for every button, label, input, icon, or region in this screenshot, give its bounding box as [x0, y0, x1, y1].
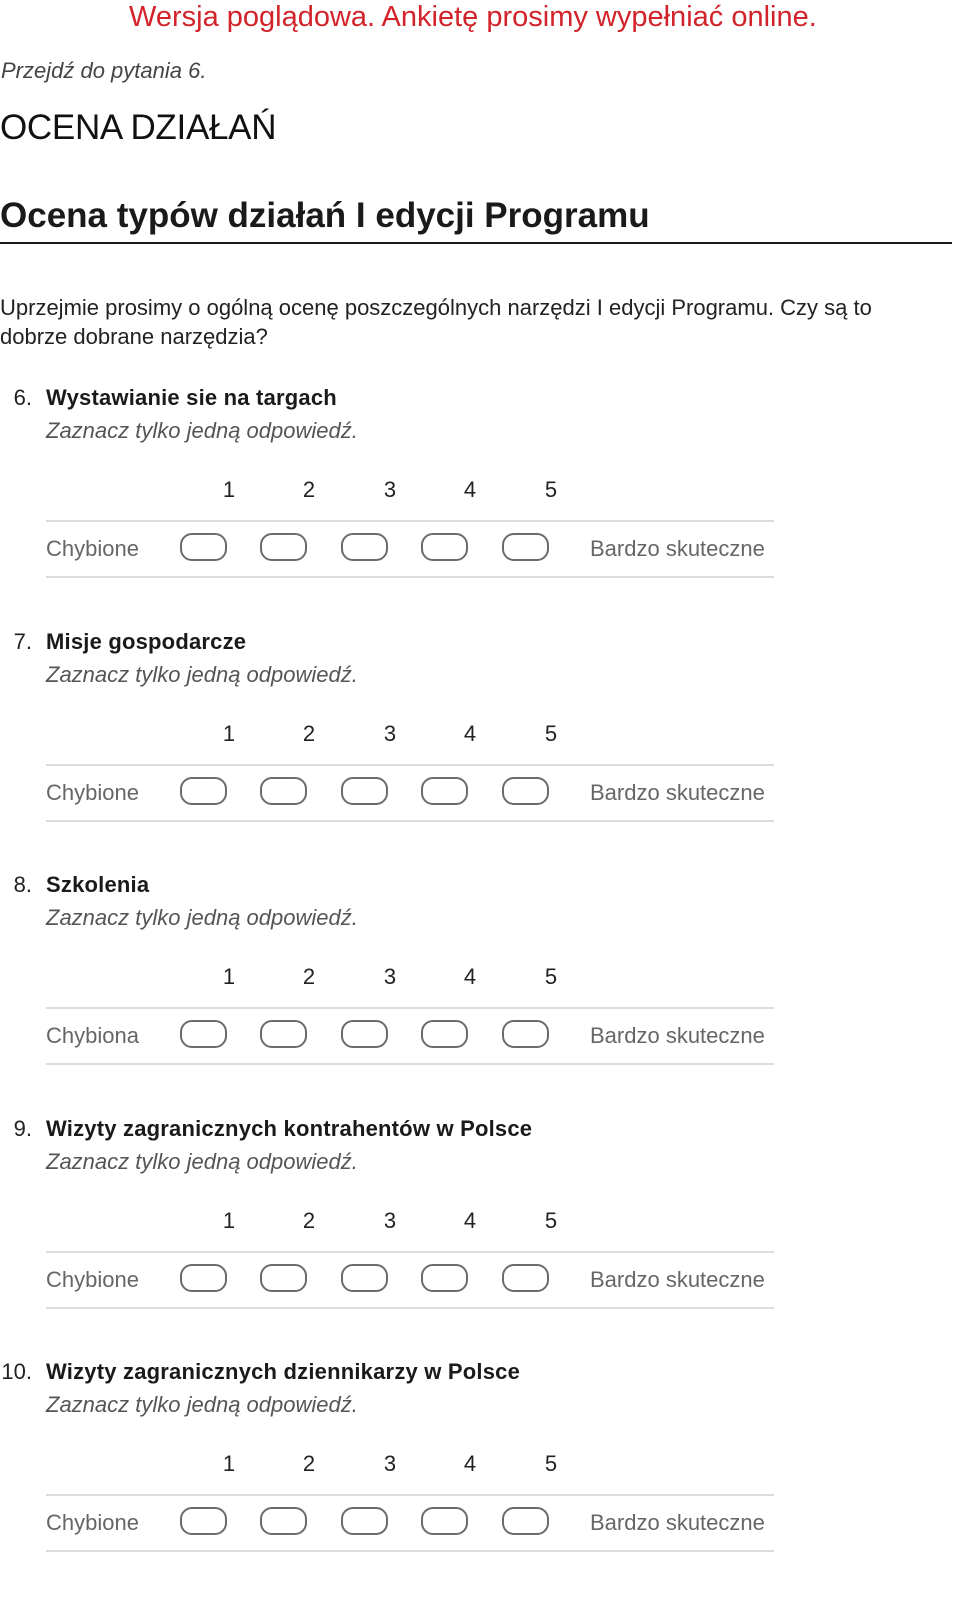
rating-option-1[interactable]	[180, 1264, 227, 1292]
scale-value-label: 2	[302, 721, 316, 746]
rating-option-3[interactable]	[341, 777, 388, 805]
scale-value-label: 2	[302, 964, 316, 989]
rating-scale	[46, 1208, 774, 1316]
question-hint: Zaznacz tylko jedną odpowiedź.	[46, 1392, 358, 1417]
scale-value-label: 1	[222, 1208, 236, 1233]
scale-value-label: 5	[544, 964, 558, 989]
rating-option-1[interactable]	[180, 1507, 227, 1535]
scale-value-label: 5	[544, 477, 558, 502]
jump-to-question-link[interactable]: Przejdź do pytania 6.	[1, 58, 207, 83]
rating-row	[46, 520, 774, 578]
question-number: 7.	[13, 629, 32, 654]
rating-option-5[interactable]	[502, 1264, 549, 1292]
scale-value-label: 1	[222, 477, 236, 502]
scale-value-label: 4	[463, 1208, 477, 1233]
question-number: 9.	[13, 1116, 32, 1141]
scale-low-label: Chybione	[46, 780, 139, 805]
rating-option-2[interactable]	[260, 1507, 307, 1535]
scale-low-label: Chybione	[46, 1510, 139, 1535]
scale-value-label: 3	[383, 1208, 397, 1233]
rating-option-3[interactable]	[341, 1264, 388, 1292]
scale-value-label: 3	[383, 964, 397, 989]
rating-option-3[interactable]	[341, 1507, 388, 1535]
rating-option-3[interactable]	[341, 1020, 388, 1048]
rating-option-2[interactable]	[260, 777, 307, 805]
question-title: Wizyty zagranicznych dziennikarzy w Polsce	[46, 1359, 521, 1384]
rating-row	[46, 1007, 774, 1065]
question-title: Wizyty zagranicznych kontrahentów w Polsce	[46, 1116, 533, 1141]
rating-option-5[interactable]	[502, 1507, 549, 1535]
question-number: 8.	[13, 872, 32, 897]
question-title: Wystawianie sie na targach	[46, 385, 337, 410]
question-block	[0, 872, 960, 1112]
scale-value-label: 4	[463, 477, 477, 502]
rating-option-2[interactable]	[260, 533, 307, 561]
scale-value-label: 4	[463, 721, 477, 746]
scale-value-label: 3	[383, 477, 397, 502]
question-hint: Zaznacz tylko jedną odpowiedź.	[46, 905, 358, 930]
rating-scale	[46, 721, 774, 829]
scale-high-label: Bardzo skuteczne	[590, 1267, 765, 1292]
question-block	[0, 385, 960, 625]
scale-value-label: 4	[463, 1451, 477, 1476]
scale-high-label: Bardzo skuteczne	[590, 780, 765, 805]
rating-option-4[interactable]	[421, 777, 468, 805]
scale-high-label: Bardzo skuteczne	[590, 1510, 765, 1535]
question-number: 10.	[1, 1359, 32, 1384]
question-hint: Zaznacz tylko jedną odpowiedź.	[46, 662, 358, 687]
rating-option-5[interactable]	[502, 777, 549, 805]
question-block	[0, 1116, 960, 1356]
scale-value-label: 1	[222, 721, 236, 746]
rating-option-4[interactable]	[421, 1264, 468, 1292]
scale-value-label: 2	[302, 1208, 316, 1233]
rating-option-4[interactable]	[421, 1020, 468, 1048]
scale-low-label: Chybione	[46, 1267, 139, 1292]
scale-value-label: 1	[222, 964, 236, 989]
rating-row	[46, 764, 774, 822]
rating-scale	[46, 964, 774, 1072]
scale-low-label: Chybione	[46, 536, 139, 561]
page-title: Ocena typów działań I edycji Programu	[0, 196, 952, 244]
scale-low-label: Chybiona	[46, 1023, 139, 1048]
scale-value-label: 5	[544, 721, 558, 746]
question-block	[0, 629, 960, 869]
question-title: Misje gospodarcze	[46, 629, 247, 654]
rating-option-4[interactable]	[421, 1507, 468, 1535]
question-number: 6.	[13, 385, 32, 410]
scale-value-label: 3	[383, 1451, 397, 1476]
section-description: Uprzejmie prosimy o ogólną ocenę poszczególnych narzędzi I edycji Programu. Czy są to dobrze dobrane narzędzia?	[0, 295, 872, 349]
scale-value-label: 5	[544, 1451, 558, 1476]
rating-option-1[interactable]	[180, 533, 227, 561]
scale-value-label: 2	[302, 477, 316, 502]
rating-scale	[46, 1451, 774, 1559]
preview-notice: Wersja poglądowa. Ankietę prosimy wypełniać online.	[129, 1, 817, 33]
rating-option-1[interactable]	[180, 1020, 227, 1048]
question-hint: Zaznacz tylko jedną odpowiedź.	[46, 418, 358, 443]
question-block	[0, 1359, 960, 1599]
scale-value-label: 1	[222, 1451, 236, 1476]
rating-option-1[interactable]	[180, 777, 227, 805]
scale-high-label: Bardzo skuteczne	[590, 1023, 765, 1048]
scale-high-label: Bardzo skuteczne	[590, 536, 765, 561]
section-title: OCENA DZIAŁAŃ	[0, 108, 277, 147]
rating-option-2[interactable]	[260, 1264, 307, 1292]
scale-value-label: 5	[544, 1208, 558, 1233]
rating-scale	[46, 477, 774, 585]
rating-option-5[interactable]	[502, 533, 549, 561]
rating-option-2[interactable]	[260, 1020, 307, 1048]
rating-option-5[interactable]	[502, 1020, 549, 1048]
question-title: Szkolenia	[46, 872, 150, 897]
rating-option-3[interactable]	[341, 533, 388, 561]
scale-value-label: 3	[383, 721, 397, 746]
rating-row	[46, 1494, 774, 1552]
question-hint: Zaznacz tylko jedną odpowiedź.	[46, 1149, 358, 1174]
scale-value-label: 4	[463, 964, 477, 989]
rating-option-4[interactable]	[421, 533, 468, 561]
scale-value-label: 2	[302, 1451, 316, 1476]
rating-row	[46, 1251, 774, 1309]
